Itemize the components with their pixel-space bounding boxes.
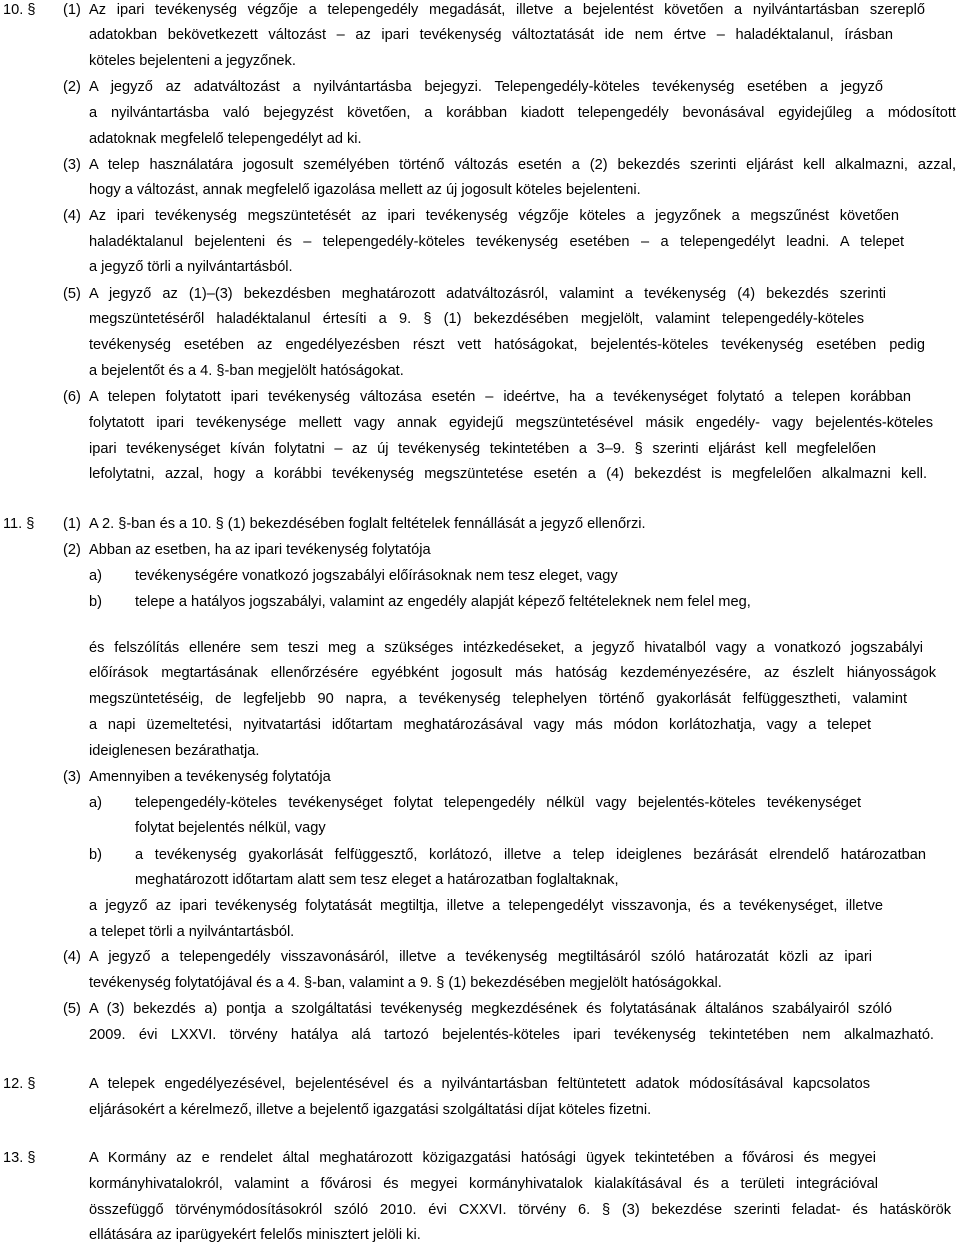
text-line: tevékenység folytatójával és a 4. §-ban, valamint a 9. § (1) bekezdésében megjelölt hatóságokkal. <box>89 975 722 991</box>
text-line: kormányhivatalokról, valamint a fővárosi és megyei kormányhivatalok kialakításával és a területi integrációval <box>89 1176 878 1192</box>
text-line: a bejelentőt és a 4. §-ban megjelölt hatóságokat. <box>89 363 404 379</box>
paragraph-number: (2) <box>63 79 81 95</box>
list-item-text: meghatározott időtartam alatt sem tesz eleget a határozatban foglaltaknak, <box>135 872 619 888</box>
text-line: Abban az esetben, ha az ipari tevékenység folytatója <box>89 542 431 558</box>
text-line: hogy a változást, annak megfelelő igazolása mellett az új jogosult köteles bejelenteni. <box>89 182 641 198</box>
text-line: Az ipari tevékenység megszüntetését az ipari tevékenység végzője köteles a jegyzőnek a megszűnést követően <box>89 208 899 224</box>
text-line: adatokban bekövetkezett változást – az ipari tevékenység változtatását ide nem értve – haladéktalanul, írásban <box>89 27 893 43</box>
text-line: A (3) bekezdés a) pontja a szolgáltatási tevékenység megkezdésének és folytatásának általános szabályairól szóló <box>89 1001 892 1017</box>
section-number: 12. § <box>3 1076 36 1092</box>
text-line: előírások megtartásának ellenőrzésére egyébként jogosult más hatóság kezdeményezésére, az észlelt hiányosságok <box>89 665 936 681</box>
paragraph-number: (5) <box>63 1001 81 1017</box>
paragraph-number: (4) <box>63 208 81 224</box>
list-item-text: tevékenységére vonatkozó jogszabályi előírásoknak nem tesz eleget, vagy <box>135 568 618 584</box>
text-line: Amennyiben a tevékenység folytatója <box>89 769 331 785</box>
text-line: Az ipari tevékenység végzője a telepengedély megadását, illetve a bejelentést követően a nyilvántartásban szereplő <box>89 2 925 18</box>
list-item-label: b) <box>89 847 102 863</box>
section-number: 10. § <box>3 2 36 18</box>
paragraph-number: (3) <box>63 769 81 785</box>
list-item-label: a) <box>89 795 102 811</box>
text-line: ipari tevékenységet kíván folytatni – az új tevékenység tekintetében a 3–9. § szerinti eljárást kell megfelelően <box>89 441 876 457</box>
text-line: eljárásokért a kérelmező, illetve a bejelentő igazgatási szolgáltatási díjat köteles fizetni. <box>89 1102 652 1118</box>
text-line: ideiglenesen bezárathatja. <box>89 743 260 759</box>
text-line: a jegyző törli a nyilvántartásból. <box>89 259 293 275</box>
paragraph-number: (6) <box>63 389 81 405</box>
section-number: 11. § <box>3 516 35 532</box>
text-line: ellátására az iparügyekért felelős minisztert jelöli ki. <box>89 1227 421 1243</box>
text-line: a jegyző az ipari tevékenység folytatását megtiltja, illetve a telepengedélyt visszavonja, és a tevékenységet, illetve <box>89 898 883 914</box>
paragraph-number: (4) <box>63 949 81 965</box>
text-line: 2009. évi LXXVI. törvény hatálya alá tartozó bejelentés-köteles ipari tevékenység tekintetében nem alkalmazható. <box>89 1027 934 1043</box>
paragraph-number: (1) <box>63 516 81 532</box>
text-line: A jegyző az (1)–(3) bekezdésben meghatározott adatváltozásról, valamint a tevékenység (4) bekezdés szerinti <box>89 286 886 302</box>
list-item-text: folytat bejelentés nélkül, vagy <box>135 820 326 836</box>
list-item-label: a) <box>89 568 102 584</box>
text-line: A telepek engedélyezésével, bejelentésével és a nyilvántartásban feltüntetett adatok módosításával kapcsolatos <box>89 1076 870 1092</box>
paragraph-number: (3) <box>63 157 81 173</box>
text-line: tevékenység esetében az engedélyezésben részt vett hatóságokat, bejelentés-köteles tevékenység esetében pedig <box>89 337 925 353</box>
paragraph-number: (1) <box>63 2 81 18</box>
text-line: megszüntetéséről haladéktalanul értesíti a 9. § (1) bekezdésében megjelölt, valamint telepengedély-köteles <box>89 311 864 327</box>
text-line: adatoknak megfelelő telepengedélyt ad ki. <box>89 131 362 147</box>
paragraph-number: (2) <box>63 542 81 558</box>
list-item-text: telepe a hatályos jogszabályi, valamint az engedély alapját képező feltételeknek nem felel meg, <box>135 594 751 610</box>
paragraph-number: (5) <box>63 286 81 302</box>
list-item-text: telepengedély-köteles tevékenységet folytat telepengedély nélkül vagy bejelentés-köteles tevékenységet <box>135 795 861 811</box>
list-item-text: a tevékenység gyakorlását felfüggesztő, korlátozó, illetve a telep ideiglenes bezárását elrendelő határozatban <box>135 847 926 863</box>
text-line: A 2. §-ban és a 10. § (1) bekezdésében foglalt feltételek fennállását a jegyző ellenőrzi. <box>89 516 646 532</box>
text-line: folytatott ipari tevékenysége mellett vagy annak egyidejű megszüntetésével másik engedély- vagy bejelentés-köteles <box>89 415 933 431</box>
text-line: haladéktalanul bejelenteni és – telepengedély-köteles tevékenység esetében – a telepengedélyt leadni. A telepet <box>89 234 904 250</box>
text-line: A jegyző az adatváltozást a nyilvántartásba bejegyzi. Telepengedély-köteles tevékenység esetében a jegyző <box>89 79 883 95</box>
text-line: köteles bejelenteni a jegyzőnek. <box>89 53 296 69</box>
section-number: 13. § <box>3 1150 36 1166</box>
text-line: a telepet törli a nyilvántartásból. <box>89 924 295 940</box>
text-line: megszüntetéséig, de legfeljebb 90 napra, a tevékenység telephelyen történő gyakorlását felfüggesztheti, valamint <box>89 691 907 707</box>
text-line: A jegyző a telepengedély visszavonásáról, illetve a tevékenység megtiltásáról szóló határozatát közli az ipari <box>89 949 872 965</box>
text-line: a napi üzemeltetési, nyitvatartási időtartam meghatározásával vagy más módon korlátozhatja, vagy a telepet <box>89 717 871 733</box>
text-line: A telepen folytatott ipari tevékenység változása esetén – ideértve, ha a tevékenységet folytató a telepen korábban <box>89 389 911 405</box>
text-line: a nyilvántartásba való bejegyzést követően, a korábban kiadott telepengedély bevonásával egyidejűleg a módosított <box>89 105 956 121</box>
text-line: összefüggő törvénymódosításokról szóló 2010. évi CXXVI. törvény 6. § (3) bekezdése szerinti feladat- és hatáskörök <box>89 1202 951 1218</box>
text-line: A Kormány az e rendelet által meghatározott közigazgatási hatósági ügyek tekintetében a fővárosi és megyei <box>89 1150 876 1166</box>
text-line: A telep használatára jogosult személyében történő változás esetén a (2) bekezdés szerinti eljárást kell alkalmazni, azzal, <box>89 157 956 173</box>
text-line: lefolytatni, azzal, hogy a korábbi tevékenység megszüntetése esetén a (4) bekezdést is megfelelően alkalmazni kell. <box>89 466 927 482</box>
list-item-label: b) <box>89 594 102 610</box>
text-line: és felszólítás ellenére sem teszi meg a szükséges intézkedéseket, a jegyző hivatalból vagy a vonatkozó jogszabályi <box>89 640 923 656</box>
